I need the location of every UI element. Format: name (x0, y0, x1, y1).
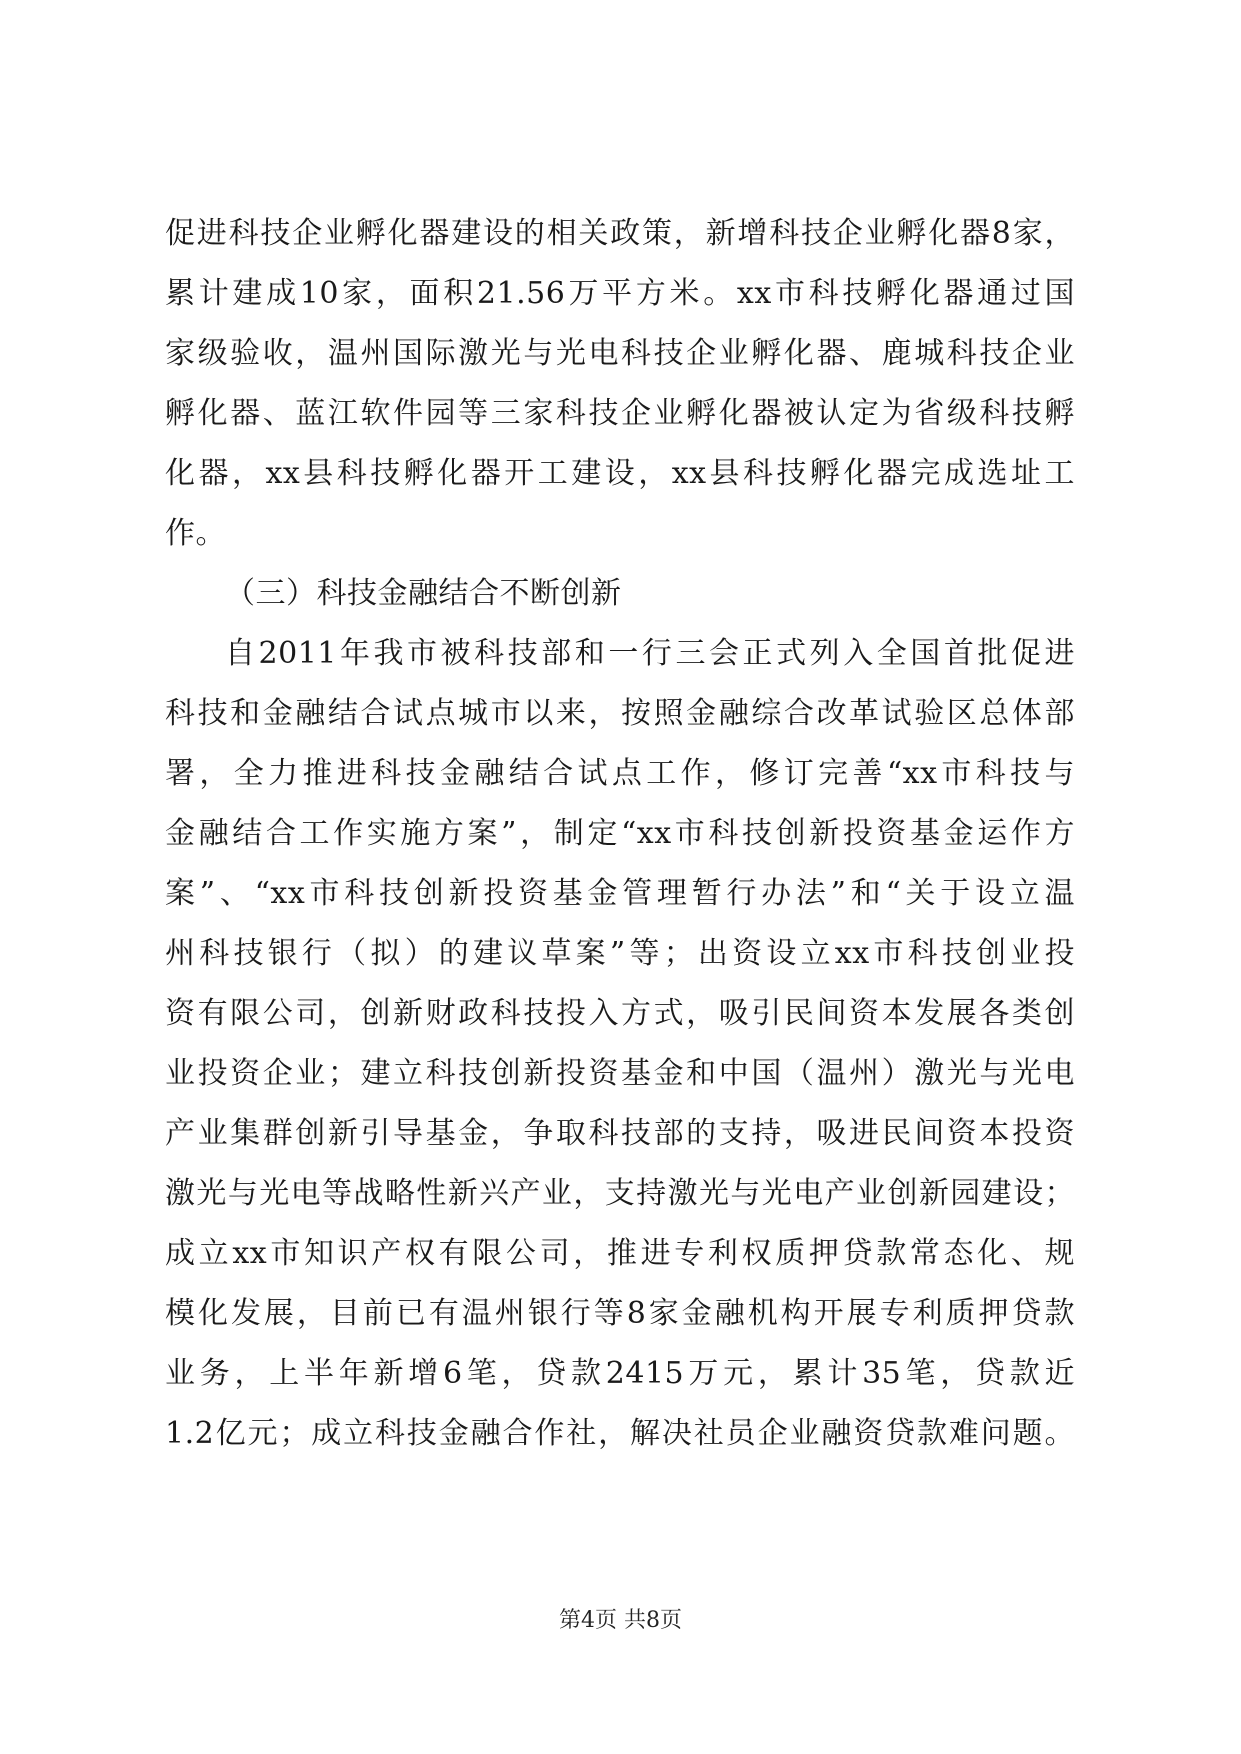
page-number-footer: 第4页 共8页 (559, 1608, 682, 1633)
text-line: 金融结合工作实施方案”，制定“xx市科技创新投资基金运作方 (165, 816, 1075, 851)
text-line: 激光与光电等战略性新兴产业，支持激光与光电产业创新园建设； (165, 1176, 1075, 1211)
text-line: 案”、“xx市科技创新投资基金管理暂行办法”和“关于设立温 (165, 876, 1075, 911)
text-line: 州科技银行（拟）的建议草案”等；出资设立xx市科技创业投 (165, 936, 1075, 971)
text-line: 产业集群创新引导基金，争取科技部的支持，吸进民间资本投资 (165, 1116, 1075, 1151)
text-line: 累计建成10家，面积21.56万平方米。xx市科技孵化器通过国 (165, 276, 1075, 311)
text-line: 1.2亿元；成立科技金融合作社，解决社员企业融资贷款难问题。 (165, 1416, 1075, 1451)
text-line: 促进科技企业孵化器建设的相关政策，新增科技企业孵化器8家， (165, 216, 1075, 251)
text-line: 模化发展，目前已有温州银行等8家金融机构开展专利质押贷款 (165, 1296, 1075, 1331)
text-line: 业务，上半年新增6笔，贷款2415万元，累计35笔，贷款近 (165, 1356, 1075, 1391)
text-line: 成立xx市知识产权有限公司，推进专利权质押贷款常态化、规 (165, 1236, 1075, 1271)
text-line: 署，全力推进科技金融结合试点工作，修订完善“xx市科技与 (165, 756, 1075, 791)
text-line: （三）科技金融结合不断创新 (225, 576, 622, 611)
text-line: 化器，xx县科技孵化器开工建设，xx县科技孵化器完成选址工 (165, 456, 1075, 491)
text-line: 资有限公司，创新财政科技投入方式，吸引民间资本发展各类创 (165, 996, 1075, 1031)
text-line: 科技和金融结合试点城市以来，按照金融综合改革试验区总体部 (165, 696, 1075, 731)
text-line: 孵化器、蓝江软件园等三家科技企业孵化器被认定为省级科技孵 (165, 396, 1075, 431)
text-line: 自2011年我市被科技部和一行三会正式列入全国首批促进 (225, 636, 1075, 671)
text-line: 家级验收，温州国际激光与光电科技企业孵化器、鹿城科技企业 (165, 336, 1075, 371)
text-line: 业投资企业；建立科技创新投资基金和中国（温州）激光与光电 (165, 1056, 1075, 1091)
text-line: 作。 (165, 516, 226, 551)
body-text (165, 204, 1075, 1464)
